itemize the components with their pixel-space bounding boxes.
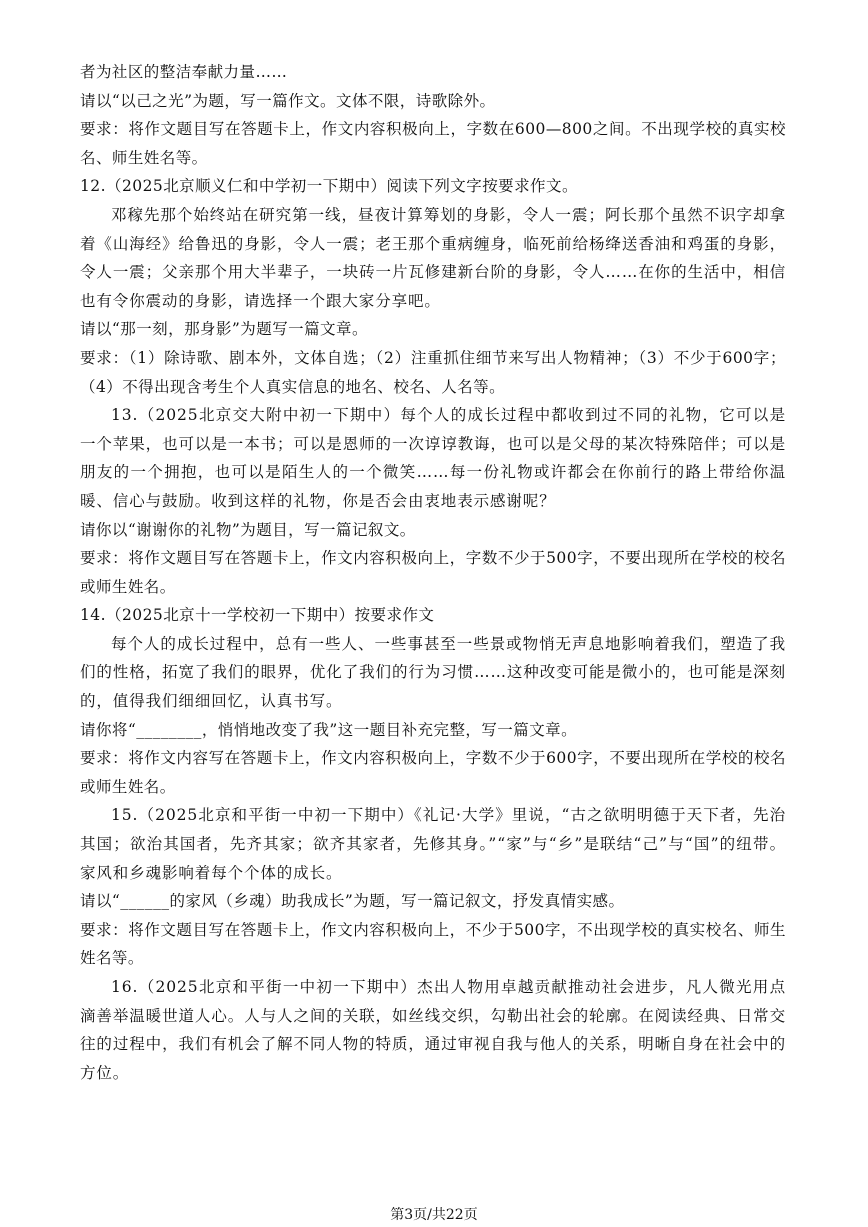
question-15-title-instruction: 请以“______的家风（乡魂）助我成长”为题，写一篇记叙文，抒发真情实感。: [80, 892, 625, 911]
page-number: 第3页/共22页: [390, 1207, 478, 1223]
question-13-title-instruction: 请你以“谢谢你的礼物”为题目，写一篇记叙文。: [80, 520, 416, 539]
essay-requirements: 要求：将作文题目写在答题卡上，作文内容积极向上，字数在600—800之间。不出现学校的真实校名、师生姓名等。: [80, 120, 786, 167]
question-12-title-instruction: 请以“那一刻，那身影”为题写一篇文章。: [80, 320, 368, 339]
question-15-prompt: 15.（2025北京和平街一中初一下期中）《礼记·大学》里说，“古之欲明明德于天下者，先治其国；欲治其国者，先齐其家；欲齐其家者，先修其身。”“家”与“乡”是联结“己”与“国”的纽带。家风和乡魂影响着每个个体的成长。: [80, 806, 786, 882]
question-14-requirements: 要求：将作文内容写在答题卡上，作文内容积极向上，字数不少于600字，不要出现所在学校的校名或师生姓名。: [80, 749, 786, 796]
question-14-prompt: 每个人的成长过程中，总有一些人、一些事甚至一些景或物悄无声息地影响着我们，塑造了我们的性格，拓宽了我们的眼界，优化了我们的行为习惯……这种改变可能是微小的，也可能是深刻的，值得我们细细回忆，认真书写。: [80, 634, 786, 711]
question-16-prompt: 16.（2025北京和平街一中初一下期中）杰出人物用卓越贡献推动社会进步，凡人微光用点滴善举温暖世道人心。人与人之间的关联，如丝线交织，勾勒出社会的轮廓。在阅读经典、日常交往的过程中，我们有机会了解不同人物的特质，通过审视自我与他人的关系，明晰自身在社会中的方位。: [80, 978, 786, 1082]
question-12-header: 12.（2025北京顺义仁和中学初一下期中）阅读下列文字按要求作文。: [80, 177, 578, 196]
question-13-prompt: 13.（2025北京交大附中初一下期中）每个人的成长过程中都收到过不同的礼物，它可以是一个苹果，也可以是一本书；可以是恩师的一次谆谆教诲，也可以是父母的某次特殊陪伴；可以是朋友的一个拥抱，也可以是陌生人的一个微笑……每一份礼物或许都会在你前行的路上带给你温暖、信心与鼓励。收到这样的礼物，你是否会由衷地表示感谢呢？: [80, 406, 786, 510]
question-12-prompt: 邓稼先那个始终站在研究第一线，昼夜计算筹划的身影，令人一震；阿长那个虽然不识字却拿着《山海经》给鲁迅的身影，令人一震；老王那个重病缠身，临死前给杨绛送香油和鸡蛋的身影，令人一震；父亲那个用大半辈子，一块砖一片瓦修建新台阶的身影，令人……在你的生活中，相信也有令你震动的身影，请选择一个跟大家分享吧。: [80, 205, 786, 310]
question-13-requirements: 要求：将作文题目写在答题卡上，作文内容积极向上，字数不少于500字，不要出现所在学校的校名或师生姓名。: [80, 549, 786, 596]
question-14-title-instruction: 请你将“________，悄悄地改变了我”这一题目补充完整，写一篇文章。: [80, 720, 578, 739]
question-12-requirements: 要求：（1）除诗歌、剧本外，文体自选；（2）注重抓住细节来写出人物精神；（3）不少于600字；（4）不得出现含考生个人真实信息的地名、校名、人名等。: [80, 348, 786, 396]
essay-intro-tail: 者为社区的整洁奉献力量……: [80, 63, 288, 81]
question-15-requirements: 要求：将作文题目写在答题卡上，作文内容积极向上，不少于500字，不出现学校的真实校名、师生姓名等。: [80, 920, 786, 968]
question-14-header: 14.（2025北京十一学校初一下期中）按要求作文: [80, 606, 435, 625]
essay-title-instruction: 请以“以己之光”为题，写一篇作文。文体不限，诗歌除外。: [80, 91, 496, 110]
